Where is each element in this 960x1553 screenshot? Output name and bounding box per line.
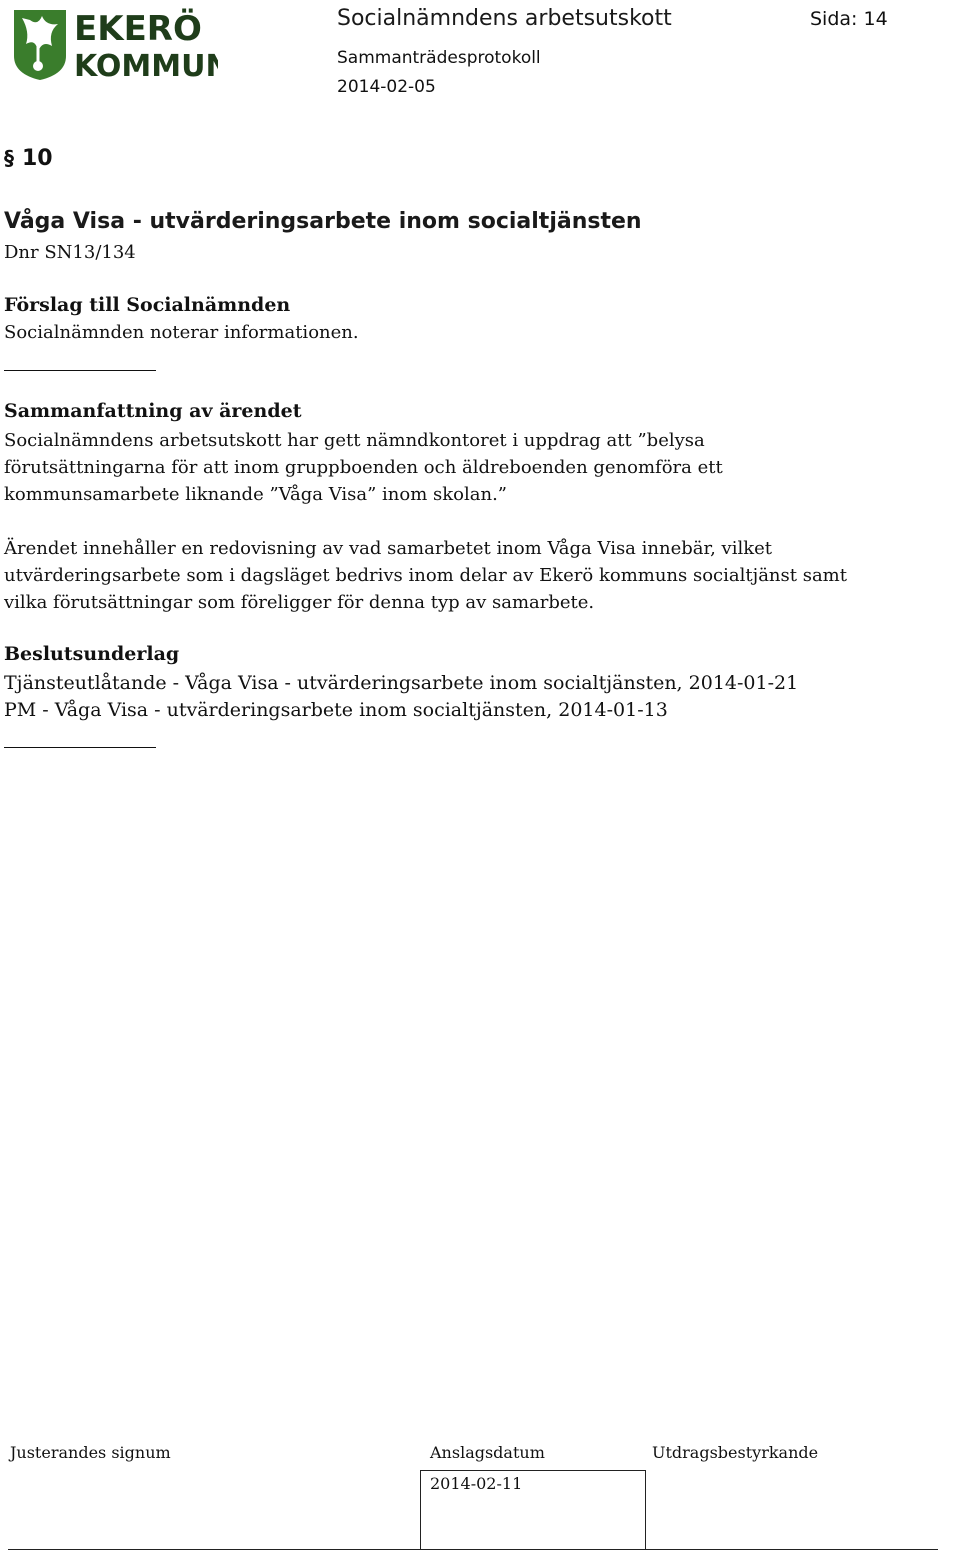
oak-leaf-icon: [8, 4, 218, 82]
logo-text-line1: EKERÖ: [74, 9, 202, 49]
footer-divider: [420, 1470, 646, 1471]
summary-p2-line: vilka förutsättningar som föreligger för denna typ av samarbete.: [4, 592, 595, 613]
summary-p1-line: kommunsamarbete liknande ”Våga Visa” inom skolan.”: [4, 484, 508, 505]
footer-divider: [420, 1470, 421, 1550]
basis-item: Tjänsteutlåtande - Våga Visa - utvärderingsarbete inom socialtjänsten, 2014-01-21: [4, 672, 799, 694]
protocol-label: Sammanträdesprotokoll: [337, 48, 541, 68]
proposal-text: Socialnämnden noterar informationen.: [4, 322, 359, 343]
logo-text-line2: KOMMUN: [74, 49, 218, 82]
paragraph-number: [4, 146, 53, 171]
page-number: Sida: 14: [810, 8, 888, 30]
footer-divider: [645, 1470, 646, 1550]
summary-p1-line: Socialnämndens arbetsutskott har gett nämndkontoret i uppdrag att ”belysa: [4, 430, 705, 451]
case-title: Våga Visa - utvärderingsarbete inom socialtjänsten: [4, 209, 642, 234]
footer-divider: [8, 1549, 938, 1550]
section-sign-icon: §: [4, 146, 14, 170]
signature-label: Justerandes signum: [10, 1443, 171, 1462]
extract-label: Utdragsbestyrkande: [652, 1443, 819, 1462]
divider: [4, 370, 156, 371]
summary-heading: Sammanfattning av ärendet: [4, 400, 302, 422]
basis-heading: Beslutsunderlag: [4, 643, 180, 665]
case-dnr: Dnr SN13/134: [4, 242, 136, 263]
basis-item: PM - Våga Visa - utvärderingsarbete inom socialtjänsten, 2014-01-13: [4, 699, 668, 721]
proposal-heading: Förslag till Socialnämnden: [4, 294, 291, 316]
divider: [4, 747, 156, 748]
summary-p1-line: förutsättningarna för att inom gruppboenden och äldreboenden genomföra ett: [4, 457, 723, 478]
summary-p2-line: Ärendet innehåller en redovisning av vad samarbetet inom Våga Visa innebär, vilket: [4, 538, 773, 559]
posting-date: 2014-02-11: [430, 1474, 523, 1493]
posting-label: Anslagsdatum: [430, 1443, 545, 1462]
paragraph-number-value: 10: [22, 146, 53, 171]
ekero-kommun-logo: [8, 4, 218, 82]
meeting-date: 2014-02-05: [337, 77, 436, 97]
committee-title: Socialnämndens arbetsutskott: [337, 6, 672, 31]
summary-p2-line: utvärderingsarbete som i dagsläget bedrivs inom delar av Ekerö kommuns socialtjänst samt: [4, 565, 847, 586]
